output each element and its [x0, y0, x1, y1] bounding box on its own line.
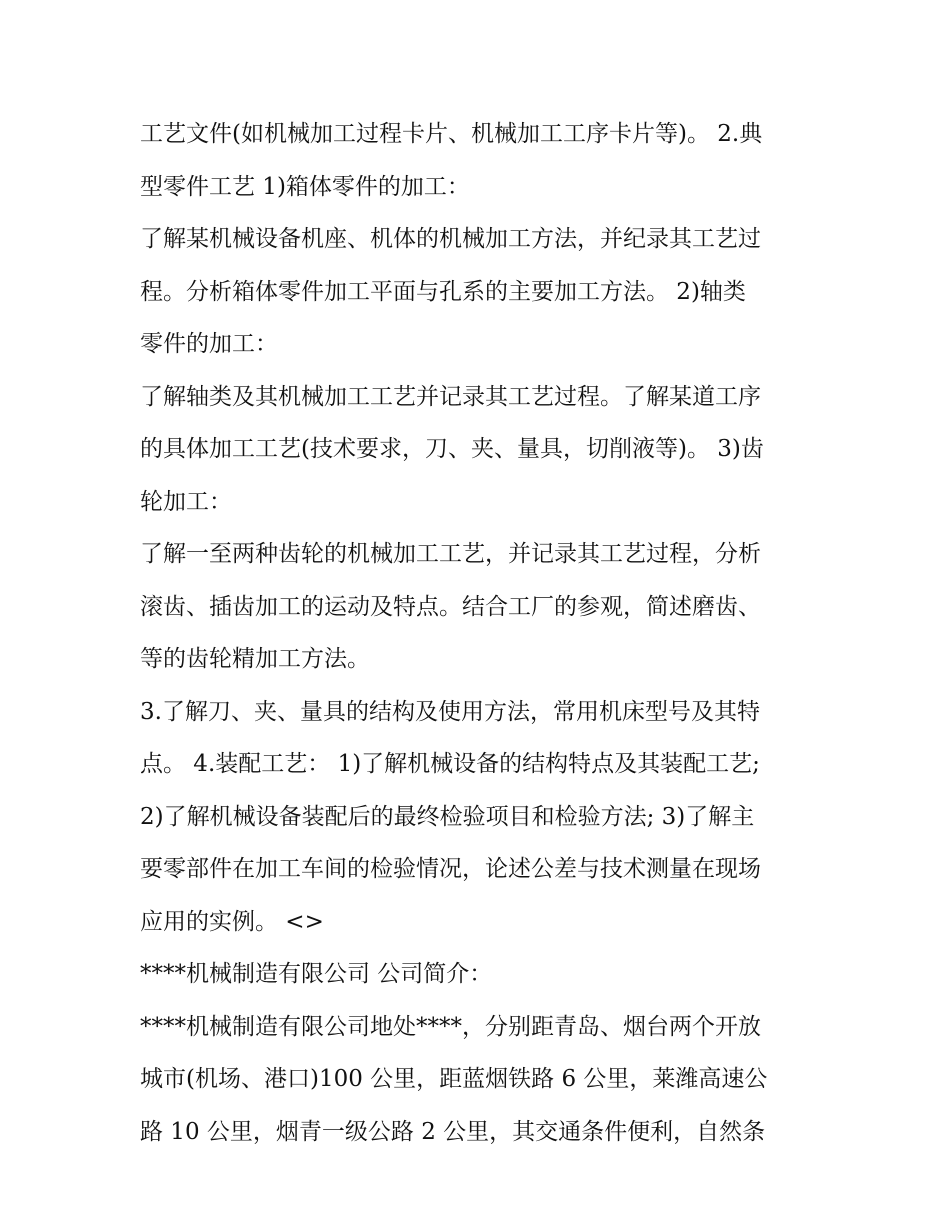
- text-line: 工艺文件(如机械加工过程卡片、机械加工工序卡片等)。 2.典: [140, 121, 763, 147]
- text-line: 2)了解机械设备装配后的最终检验项目和检验方法; 3)了解主: [140, 803, 755, 830]
- text-line: 了解一至两种齿轮的机械加工工艺，并记录其工艺过程，分析: [140, 541, 761, 567]
- text-line: 零件的加工：: [140, 331, 278, 357]
- text-line: 了解某机械设备机座、机体的机械加工方法，并纪录其工艺过: [140, 226, 761, 252]
- text-line: 轮加工：: [140, 488, 232, 515]
- text-line: 应用的实例。 <>: [140, 908, 324, 935]
- text-line: 3.了解刀、夹、量具的结构及使用方法，常用机床型号及其特: [140, 698, 760, 725]
- text-line: 等的齿轮精加工方法。: [140, 646, 370, 672]
- text-line: 程。分析箱体零件加工平面与孔系的主要加工方法。 2)轴类: [140, 278, 746, 305]
- text-line: ****机械制造有限公司 公司简介：: [140, 961, 493, 987]
- text-line: 路 10 公里，烟青一级公路 2 公里，其交通条件便利，自然条: [140, 1118, 766, 1145]
- text-line: 滚齿、插齿加工的运动及特点。结合工厂的参观，简述磨齿、: [140, 593, 761, 620]
- text-line: 要零部件在加工车间的检验情况，论述公差与技术测量在现场: [140, 856, 761, 882]
- text-line: 点。 4.装配工艺： 1)了解机械设备的结构特点及其装配工艺;: [140, 751, 760, 777]
- text-line: ****机械制造有限公司地处****，分别距青岛、烟台两个开放: [140, 1013, 761, 1040]
- text-line: 了解轴类及其机械加工工艺并记录其工艺过程。了解某道工序: [140, 383, 761, 410]
- text-line: 的具体加工工艺(技术要求，刀、夹、量具，切削液等)。 3)齿: [140, 436, 764, 462]
- text-line: 型零件工艺 1)箱体零件的加工：: [140, 173, 470, 200]
- text-line: 城市(机场、港口)100 公里，距蓝烟铁路 6 公里，莱潍高速公: [140, 1066, 768, 1092]
- document-body: [140, 108, 820, 1158]
